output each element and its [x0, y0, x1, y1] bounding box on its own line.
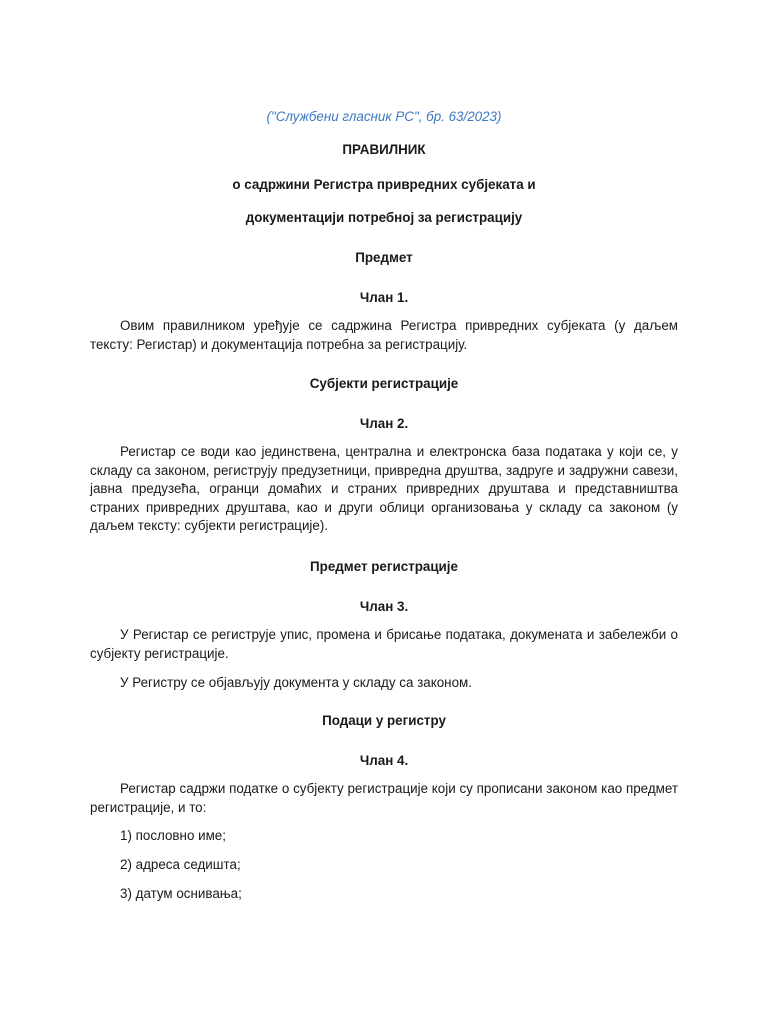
- section-heading-subjekti: Субјекти регистрације: [309, 376, 459, 391]
- article-3-paragraph-2: У Регистру се објављују документа у складу са законом.: [120, 675, 472, 690]
- document-page: [90, 0, 678, 1024]
- article-heading-4: Члан 4.: [359, 753, 409, 768]
- section-heading-predmet: Предмет: [355, 250, 413, 265]
- list-item: 1) пословно име;: [120, 828, 226, 843]
- article-heading-2: Члан 2.: [359, 416, 409, 431]
- article-heading-3: Члан 3.: [359, 599, 409, 614]
- list-item: 3) датум оснивања;: [120, 886, 242, 901]
- article-1-paragraph-1: Овим правилником уређује се садржина Регистра привредних субјеката (у даљем тексту: Регистар) и документација потребна за регистрацију.: [90, 318, 678, 352]
- document-subtitle-line2: документацији потребној за регистрацију: [245, 210, 523, 225]
- source-reference: ("Службени гласник РС", бр. 63/2023): [266, 109, 502, 124]
- article-heading-1: Члан 1.: [359, 290, 409, 305]
- document-subtitle-line1: о садржини Регистра привредних субјеката и: [232, 177, 536, 192]
- article-2-paragraph-1: Регистар се води као јединствена, централна и електронска база података у који се, у складу са законом, региструју предузетници, привредна друштва, задруге и задружни савези, јавна предузећа, огранци домаћих и страних привредних друштава и представништва страних привредних друштава, као и други облици организовања у складу са законом (у даљем тексту: субјекти регистрације).: [90, 444, 678, 534]
- section-heading-predmet-registracije: Предмет регистрације: [310, 559, 458, 574]
- list-item: 2) адреса седишта;: [120, 857, 241, 872]
- section-heading-podaci: Подаци у регистру: [322, 713, 446, 728]
- article-3-paragraph-1: У Регистар се региструје упис, промена и брисање података, докумената и забележби о субјекту регистрације.: [90, 627, 678, 661]
- document-title: ПРАВИЛНИК: [342, 142, 426, 157]
- article-4-paragraph-1: Регистар садржи податке о субјекту регистрације који су прописани законом као предмет регистрације, и то:: [90, 781, 678, 815]
